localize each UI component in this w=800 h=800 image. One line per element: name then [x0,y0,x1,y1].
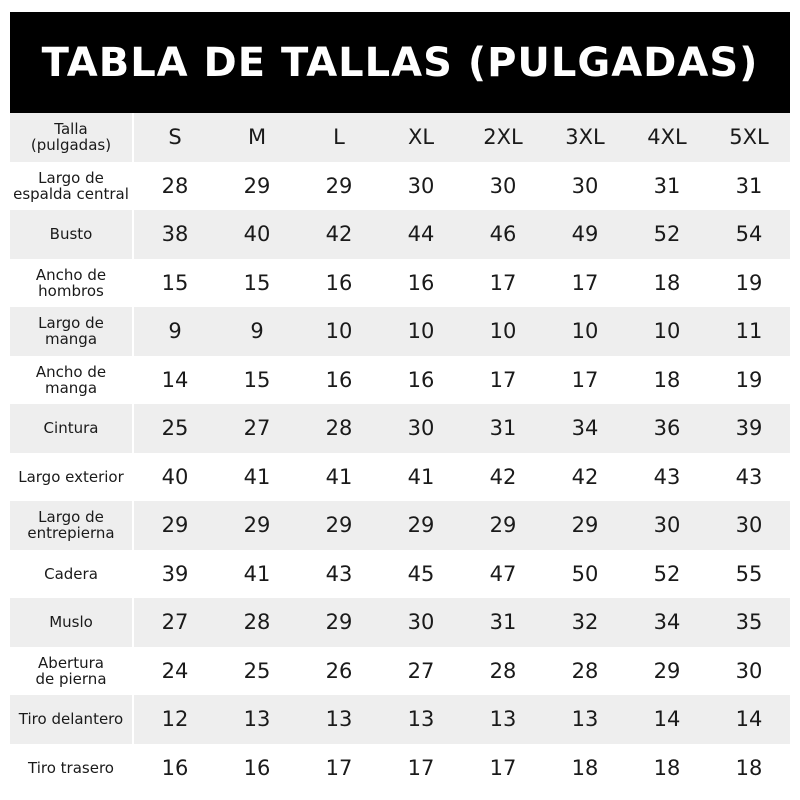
table-row [10,453,790,502]
cell-value: 9 [250,319,264,344]
cell-value: 13 [243,707,271,732]
row-label: Ancho de hombros [10,259,134,308]
cell-value: 10 [489,319,517,344]
cell-value: 17 [571,270,599,295]
cell-value: 10 [325,319,353,344]
cell-value: 39 [735,416,763,441]
cell-value: 29 [571,513,599,538]
cell-value: 35 [735,610,763,635]
cell-value: 13 [407,707,435,732]
cell-value: 27 [407,658,435,683]
cell-value: 43 [735,464,763,489]
cell-value: 42 [571,464,599,489]
table-row [10,550,790,599]
cell-value: 34 [653,610,681,635]
size-header-xl: XL [407,125,435,150]
cell-value: 15 [161,270,189,295]
cell-value: 30 [489,173,517,198]
size-chart [10,12,790,792]
row-label: Largo de manga [10,307,134,356]
cell-value: 16 [243,755,271,780]
cell-value: 29 [243,173,271,198]
cell-value: 18 [735,755,763,780]
cell-value: 17 [489,270,517,295]
cell-value: 29 [325,173,353,198]
cell-value: 29 [325,513,353,538]
size-header-3xl: 3XL [565,125,605,150]
cell-value: 55 [735,561,763,586]
cell-value: 17 [489,755,517,780]
cell-value: 41 [407,464,435,489]
table-row [10,404,790,453]
cell-value: 25 [243,658,271,683]
cell-value: 27 [243,416,271,441]
chart-title: TABLA DE TALLAS (PULGADAS) [10,12,790,113]
cell-value: 44 [407,222,435,247]
cell-value: 45 [407,561,435,586]
size-header-s: S [168,125,182,150]
row-label: Abertura de pierna [10,647,134,696]
cell-value: 29 [243,513,271,538]
cell-value: 28 [571,658,599,683]
cell-value: 40 [161,464,189,489]
cell-value: 9 [168,319,182,344]
cell-value: 29 [325,610,353,635]
cell-value: 15 [243,367,271,392]
cell-value: 29 [653,658,681,683]
cell-value: 43 [325,561,353,586]
cell-value: 28 [161,173,189,198]
cell-value: 16 [407,367,435,392]
table-row [10,501,790,550]
cell-value: 47 [489,561,517,586]
cell-value: 30 [407,416,435,441]
row-label: Busto [10,210,134,259]
cell-value: 30 [571,173,599,198]
cell-value: 17 [571,367,599,392]
cell-value: 10 [653,319,681,344]
cell-value: 38 [161,222,189,247]
cell-value: 41 [243,561,271,586]
header-label: Talla (pulgadas) [10,113,134,162]
cell-value: 13 [489,707,517,732]
cell-value: 11 [735,319,763,344]
size-header-m: M [247,125,267,150]
cell-value: 28 [489,658,517,683]
table-row [10,259,790,308]
cell-value: 36 [653,416,681,441]
row-label: Muslo [10,598,134,647]
table-row [10,356,790,405]
cell-value: 42 [325,222,353,247]
cell-value: 34 [571,416,599,441]
cell-value: 14 [735,707,763,732]
cell-value: 14 [653,707,681,732]
cell-value: 26 [325,658,353,683]
cell-value: 10 [407,319,435,344]
cell-value: 18 [653,270,681,295]
cell-value: 46 [489,222,517,247]
cell-value: 28 [325,416,353,441]
cell-value: 30 [653,513,681,538]
cell-value: 17 [407,755,435,780]
row-label: Tiro delantero [10,695,134,744]
cell-value: 31 [653,173,681,198]
cell-value: 50 [571,561,599,586]
cell-value: 30 [735,658,763,683]
table-row [10,598,790,647]
row-label: Tiro trasero [10,744,134,793]
cell-value: 24 [161,658,189,683]
size-header-l: L [333,125,345,150]
cell-value: 16 [161,755,189,780]
row-label: Largo de espalda central [10,162,134,211]
cell-value: 31 [489,610,517,635]
cell-value: 16 [325,270,353,295]
cell-value: 28 [243,610,271,635]
size-header-5xl: 5XL [729,125,769,150]
header-row [10,113,790,162]
row-label: Largo de entrepierna [10,501,134,550]
row-label: Cintura [10,404,134,453]
cell-value: 40 [243,222,271,247]
row-label: Cadera [10,550,134,599]
table-row [10,647,790,696]
cell-value: 30 [735,513,763,538]
cell-value: 19 [735,270,763,295]
cell-value: 30 [407,173,435,198]
cell-value: 41 [325,464,353,489]
size-header-2xl: 2XL [483,125,523,150]
cell-value: 17 [325,755,353,780]
cell-value: 52 [653,222,681,247]
cell-value: 18 [571,755,599,780]
size-table [10,113,790,792]
cell-value: 18 [653,367,681,392]
table-row [10,695,790,744]
cell-value: 39 [161,561,189,586]
cell-value: 25 [161,416,189,441]
cell-value: 42 [489,464,517,489]
table-row [10,162,790,211]
cell-value: 15 [243,270,271,295]
cell-value: 29 [489,513,517,538]
cell-value: 52 [653,561,681,586]
cell-value: 49 [571,222,599,247]
cell-value: 54 [735,222,763,247]
table-row [10,307,790,356]
cell-value: 17 [489,367,517,392]
cell-value: 29 [407,513,435,538]
cell-value: 16 [325,367,353,392]
cell-value: 10 [571,319,599,344]
table-row [10,210,790,259]
cell-value: 12 [161,707,189,732]
cell-value: 13 [571,707,599,732]
cell-value: 16 [407,270,435,295]
row-label: Largo exterior [10,453,134,502]
cell-value: 13 [325,707,353,732]
cell-value: 32 [571,610,599,635]
cell-value: 18 [653,755,681,780]
table-row [10,744,790,793]
row-label: Ancho de manga [10,356,134,405]
cell-value: 31 [489,416,517,441]
cell-value: 19 [735,367,763,392]
cell-value: 14 [161,367,189,392]
size-header-4xl: 4XL [647,125,687,150]
cell-value: 29 [161,513,189,538]
cell-value: 43 [653,464,681,489]
cell-value: 31 [735,173,763,198]
cell-value: 30 [407,610,435,635]
cell-value: 41 [243,464,271,489]
cell-value: 27 [161,610,189,635]
